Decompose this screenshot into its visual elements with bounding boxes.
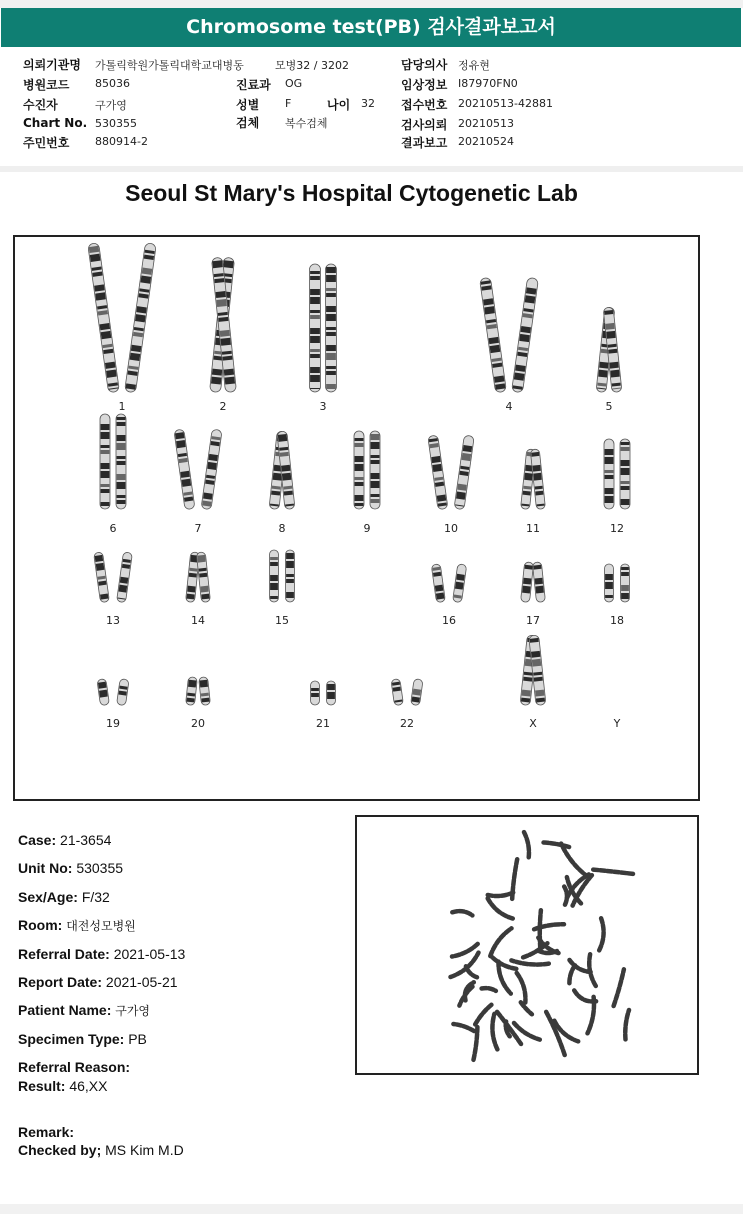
karyogram-svg — [15, 237, 698, 799]
ward-value: 모병32 / 3202 — [275, 59, 349, 72]
chromosome-label-22: 22 — [400, 717, 414, 730]
karyogram-image — [13, 235, 700, 801]
metaphase-chromosome — [475, 1005, 491, 1025]
metaphase-chromosome — [452, 944, 478, 957]
chromosome-pair-10 — [428, 435, 475, 510]
metaphase-chromosome — [452, 911, 472, 915]
case-value: 21-3654 — [60, 832, 112, 848]
metaphase-chromosome — [614, 969, 624, 1006]
metaphase-chromosome — [466, 966, 477, 977]
dept-label: 진료과 — [236, 78, 271, 92]
specimen-type-row — [18, 1031, 147, 1047]
hospital-code-label: 병원코드 — [23, 78, 70, 92]
chromosome-label-20: 20 — [191, 717, 205, 730]
chromosome-pair-6 — [100, 414, 126, 509]
chromosome-pair-3 — [310, 264, 337, 392]
chromosome-label-2: 2 — [219, 400, 227, 413]
chromosome-label-19: 19 — [106, 717, 120, 730]
chromosome-pair-7 — [174, 429, 222, 510]
request-value: 20210513 — [458, 117, 514, 130]
specimen-type-label: Specimen Type: — [18, 1031, 125, 1047]
patient-label: 수진자 — [23, 98, 58, 112]
id-label: 주민번호 — [23, 136, 70, 150]
doctor-label: 담당의사 — [401, 58, 448, 72]
metaphase-chromosome — [482, 988, 496, 991]
metaphase-chromosome — [539, 951, 559, 954]
chromosome-label-4: 4 — [505, 400, 513, 413]
metaphase-chromosome — [487, 893, 514, 897]
chromosome-label-8: 8 — [278, 522, 286, 535]
metaphase-chromosome — [540, 910, 541, 948]
chromosome-pair-4 — [480, 277, 539, 392]
metaphase-chromosome — [625, 1010, 629, 1039]
bottom-bar — [0, 1204, 743, 1214]
metaphase-chromosome — [517, 973, 526, 1003]
chromosome-label-3: 3 — [319, 400, 327, 413]
chromosome-label-X: X — [529, 717, 537, 730]
sexage-row — [18, 889, 110, 905]
remark-label: Remark: — [18, 1124, 75, 1140]
sexage-value: F/32 — [81, 889, 110, 905]
chromosome-label-12: 12 — [610, 522, 624, 535]
metaphase-svg — [357, 817, 697, 1073]
chromosome-pair-2 — [210, 257, 237, 392]
metaphase-chromosome — [592, 870, 633, 874]
chromosome-label-Y: Y — [613, 717, 621, 730]
hospital-code-value: 85036 — [95, 77, 130, 90]
patient-name-value: 구가영 — [115, 1004, 151, 1018]
metaphase-chromosome — [511, 960, 548, 964]
chromosome-label-18: 18 — [610, 614, 624, 627]
chromosome-pair-21 — [311, 681, 336, 705]
metaphase-chromosome — [453, 1024, 474, 1031]
referral-reason-row — [18, 1059, 130, 1075]
report-date-value: 20210524 — [458, 135, 514, 148]
metaphase-chromosome — [490, 928, 511, 956]
chromosome-label-10: 10 — [444, 522, 458, 535]
checked-value: MS Kim M.D — [105, 1142, 184, 1158]
metaphase-chromosome — [561, 844, 588, 878]
chromosome-pair-1 — [88, 243, 157, 393]
chromosome-label-1: 1 — [118, 400, 126, 413]
chromosome-pair-14 — [186, 552, 211, 603]
remark-row — [18, 1124, 74, 1140]
chromosome-label-11: 11 — [526, 522, 540, 535]
chart-label: Chart No. — [23, 116, 88, 130]
specimen-label: 검체 — [236, 116, 260, 130]
clinical-value: I87970FN0 — [458, 77, 518, 90]
metaphase-chromosome — [599, 918, 604, 950]
institution-label: 의뢰기관명 — [23, 58, 81, 72]
id-value: 880914-2 — [95, 135, 148, 148]
dept-value: OG — [285, 77, 303, 90]
lab-title: Seoul St Mary's Hospital Cytogenetic Lab — [125, 180, 578, 206]
metaphase-chromosome — [543, 843, 569, 848]
chromosome-label-6: 6 — [109, 522, 117, 535]
metaphase-chromosome — [569, 964, 576, 983]
patient-name-row — [18, 1002, 150, 1019]
unit-label: Unit No: — [18, 860, 73, 876]
chromosome-pair-17 — [521, 562, 546, 603]
institution-value: 가톨릭학원가톨릭대학교대병동 — [95, 59, 244, 72]
chromosome-label-15: 15 — [275, 614, 289, 627]
chromosome-pair-22 — [391, 679, 423, 706]
chromosome-pair-12 — [604, 439, 630, 509]
specimen-type-value: PB — [128, 1031, 147, 1047]
result-value: 46,XX — [69, 1078, 108, 1094]
room-row — [18, 917, 136, 934]
request-label: 검사의뢰 — [401, 118, 448, 132]
chromosome-pair-18 — [605, 564, 630, 602]
referral-date-row — [18, 946, 185, 962]
sexage-label: Sex/Age: — [18, 889, 78, 905]
patient-value: 구가영 — [95, 99, 127, 112]
room-label: Room: — [18, 917, 63, 933]
checked-row — [18, 1142, 184, 1158]
report-date-label-2: Report Date: — [18, 974, 103, 990]
receipt-label: 접수번호 — [401, 98, 448, 112]
specimen-value: 복수검체 — [285, 117, 328, 130]
report-date-row — [18, 974, 178, 990]
top-bar — [0, 0, 743, 8]
metaphase-chromosome — [492, 1014, 497, 1050]
metaphase-image — [355, 815, 699, 1075]
chromosome-label-5: 5 — [605, 400, 613, 413]
report-date-label: 결과보고 — [401, 136, 448, 150]
age-label: 나이 — [327, 98, 351, 112]
result-label: Result: — [18, 1078, 66, 1094]
case-label: Case: — [18, 832, 57, 848]
chromosome-pair-X — [520, 635, 546, 706]
chromosome-pair-15 — [270, 550, 295, 602]
room-value: 대전성모병원 — [66, 919, 136, 933]
chromosome-pair-8 — [269, 431, 295, 510]
receipt-value: 20210513-42881 — [458, 97, 553, 110]
chromosome-pair-16 — [431, 564, 466, 603]
unit-row — [18, 860, 123, 876]
chromosome-pair-13 — [94, 552, 133, 603]
checked-label: Checked by; — [18, 1142, 102, 1158]
chromosome-label-17: 17 — [526, 614, 540, 627]
clinical-label: 임상정보 — [401, 78, 448, 92]
report-title: Chromosome test(PB) 검사결과보고서 — [1, 8, 741, 47]
doctor-value: 정유현 — [458, 59, 490, 72]
result-row — [18, 1078, 107, 1094]
referral-date-value: 2021-05-13 — [113, 946, 186, 962]
chromosome-label-9: 9 — [363, 522, 371, 535]
chromosome-pair-9 — [354, 431, 380, 509]
sex-label: 성별 — [236, 98, 260, 112]
chromosome-label-14: 14 — [191, 614, 205, 627]
referral-reason-label: Referral Reason: — [18, 1059, 131, 1075]
chromosome-label-13: 13 — [106, 614, 120, 627]
age-value: 32 — [361, 97, 375, 110]
sex-value: F — [285, 97, 292, 110]
patient-name-label: Patient Name: — [18, 1002, 112, 1018]
chromosome-label-7: 7 — [194, 522, 202, 535]
chromosome-pair-11 — [521, 449, 546, 510]
patient-info-panel — [0, 50, 743, 167]
case-row — [18, 832, 111, 848]
unit-value: 530355 — [76, 860, 124, 876]
chromosome-pair-5 — [596, 307, 622, 393]
chromosome-pair-19 — [97, 679, 129, 706]
section-divider — [0, 166, 743, 172]
chromosome-pair-20 — [186, 677, 211, 706]
chromosome-label-16: 16 — [442, 614, 456, 627]
report-date-value-2: 2021-05-21 — [105, 974, 178, 990]
metaphase-chromosome — [589, 953, 596, 986]
metaphase-chromosome — [488, 898, 514, 918]
chart-value: 530355 — [95, 117, 137, 130]
chromosome-label-21: 21 — [316, 717, 330, 730]
metaphase-chromosome — [524, 832, 529, 858]
referral-date-label: Referral Date: — [18, 946, 110, 962]
